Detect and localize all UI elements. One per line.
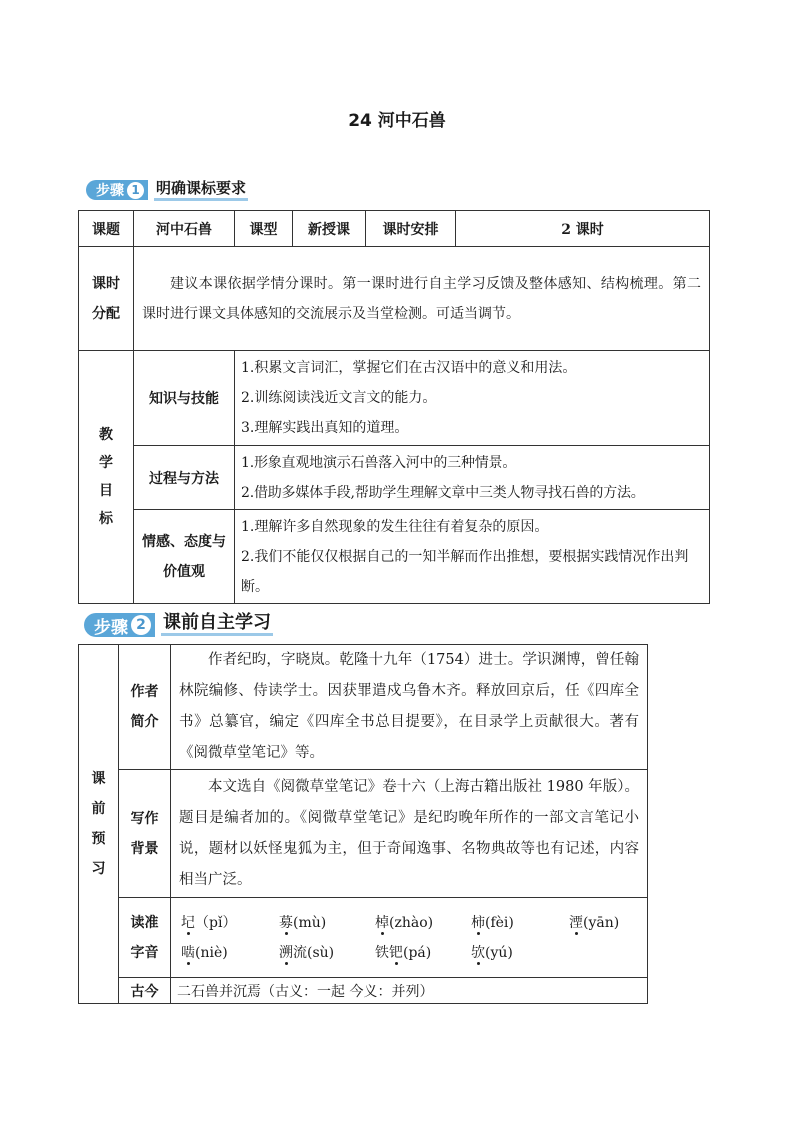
ancient-modern-row [79, 978, 648, 1004]
pronunciation-item [375, 938, 471, 968]
curriculum-table [78, 210, 710, 604]
goal-item: 2.训练阅读浅近文言文的能力。 [241, 390, 437, 406]
pronunciation-item [181, 938, 279, 968]
goal-items-process [235, 446, 710, 510]
pinyin: (mù) [293, 914, 327, 931]
allocation-label-line1: 课时 [92, 275, 120, 292]
pronunciation-item [181, 908, 279, 938]
char: 柿 [471, 914, 485, 931]
topic-label: 课题 [79, 211, 134, 247]
step-2-number: 2 [131, 615, 151, 635]
topic-value: 河中石兽 [134, 211, 235, 247]
pronunciation-item [471, 908, 569, 938]
preview-table [78, 644, 648, 1004]
author-label [119, 645, 171, 770]
goal-name-attitude [134, 510, 235, 604]
pronunciation-item [279, 938, 375, 968]
goal-row-attitude [79, 510, 710, 604]
pinyin: (yú) [485, 944, 513, 961]
pronunciation-list [171, 898, 648, 978]
goal-name-process: 过程与方法 [134, 446, 235, 510]
char: 湮 [569, 914, 583, 931]
char: 募 [279, 914, 293, 931]
schedule-label: 课时安排 [366, 211, 456, 247]
pronunciation-item [279, 908, 375, 938]
pronunciation-row-1 [171, 908, 647, 938]
background-label-line2: 背景 [130, 840, 159, 857]
pinyin: (niè) [195, 944, 228, 961]
char: 溯 [279, 944, 293, 961]
goal-name-attitude-line1: 情感、态度与 [142, 533, 226, 550]
header-row [79, 211, 710, 247]
pronunciation-label-line2: 字音 [130, 944, 159, 961]
pronunciation-label-line1: 读准 [130, 914, 159, 931]
schedule-value: 2 课时 [456, 211, 710, 247]
background-text: 本文选自《阅微草堂笔记》卷十六（上海古籍出版社 1980 年版）。题目是编者加的。《阅微草堂笔记》是纪昀晚年所作的一部文言笔记小说，题材以妖怪鬼狐为主，但于奇闻逸事、名物典故等也有记述，内容相当广泛。 [171, 770, 648, 898]
goal-item: 2.借助多媒体手段,帮助学生理解文章中三类人物寻找石兽的方法。 [241, 484, 645, 501]
step-1-badge [86, 180, 148, 200]
allocation-text: 建议本课依据学情分课时。第一课时进行自主学习反馈及整体感知、结构梳理。第二课时进行课文具体感知的交流展示及当堂检测。可适当调节。 [134, 247, 710, 351]
prefix: 铁 [375, 944, 389, 961]
goal-row-knowledge [79, 351, 710, 446]
goals-label-char: 标 [99, 511, 113, 527]
step-2-badge [84, 613, 155, 637]
pronunciation-label [119, 898, 171, 978]
allocation-row [79, 247, 710, 351]
char: 圮 [181, 914, 195, 931]
pronunciation-item [569, 908, 649, 938]
preview-side-char: 课 [91, 771, 106, 787]
pinyin: (zhào) [389, 914, 434, 931]
type-value: 新授课 [293, 211, 366, 247]
goal-name-attitude-line2: 价值观 [163, 563, 205, 580]
author-label-line2: 简介 [130, 714, 159, 730]
char: 欤 [471, 944, 485, 961]
goal-item: 1.形象直观地演示石兽落入河中的三种情景。 [241, 454, 517, 471]
allocation-label [79, 247, 134, 351]
allocation-label-line2: 分配 [92, 305, 120, 322]
goal-item: 2.我们不能仅仅根据自己的一知半解而作出推想，要根据实践情况作出判断。 [241, 548, 689, 595]
pinyin: （pǐ） [195, 914, 237, 931]
background-label [119, 770, 171, 898]
goals-label-char: 教 [99, 427, 113, 443]
author-text: 作者纪昀，字晓岚。乾隆十九年（1754）进士。学识渊博，曾任翰林院编修、侍读学士。因获罪遣戍乌鲁木齐。释放回京后，任《四库全书》总纂官，编定《四库全书总目提要》，在目录学上贡献很大。著有《阅微草堂笔记》等。 [171, 645, 648, 770]
preview-side-label [79, 645, 119, 1004]
goal-name-knowledge: 知识与技能 [134, 351, 235, 446]
pronunciation-row-2 [171, 938, 647, 968]
preview-side-char: 预 [91, 831, 106, 847]
ancient-modern-text: 二石兽并沉焉（古义：一起 今义：并列） [171, 978, 648, 1004]
step-1-header [86, 179, 248, 201]
pronunciation-item [375, 908, 471, 938]
pinyin: (fèi) [485, 914, 514, 931]
step-2-label: 课前自主学习 [161, 614, 273, 636]
pronunciation-item [471, 938, 569, 968]
type-label: 课型 [235, 211, 293, 247]
preview-side-char: 习 [91, 861, 106, 877]
author-label-line1: 作者 [130, 684, 159, 700]
char: 钯 [389, 944, 403, 961]
goal-item: 1.理解许多自然现象的发生往往有着复杂的原因。 [241, 518, 549, 535]
ancient-modern-label: 古今 [119, 978, 171, 1004]
goal-item: 1.积累文言词汇，掌握它们在古汉语中的意义和用法。 [241, 360, 577, 376]
pronunciation-row [79, 898, 648, 978]
goal-row-process [79, 446, 710, 510]
step-2-prefix: 步骤 [94, 617, 128, 638]
step-1-number: 1 [127, 182, 144, 199]
background-label-line1: 写作 [130, 810, 159, 827]
pinyin: 流(sù) [293, 944, 335, 961]
goal-items-attitude [235, 510, 710, 604]
step-1-prefix: 步骤 [96, 183, 124, 199]
background-row [79, 770, 648, 898]
pinyin: (pá) [403, 944, 432, 961]
step-2-header [84, 612, 273, 638]
char: 啮 [181, 944, 195, 961]
goals-label [79, 351, 134, 604]
author-row [79, 645, 648, 770]
preview-side-char: 前 [91, 801, 106, 817]
goals-label-char: 学 [99, 455, 113, 471]
goal-item: 3.理解实践出真知的道理。 [241, 420, 409, 436]
goals-label-char: 目 [99, 483, 113, 499]
pinyin: (yān) [583, 914, 620, 931]
page-title: 24 河中石兽 [348, 111, 446, 131]
step-1-label: 明确课标要求 [154, 179, 248, 201]
char: 棹 [375, 914, 389, 931]
goal-items-knowledge [235, 351, 710, 446]
